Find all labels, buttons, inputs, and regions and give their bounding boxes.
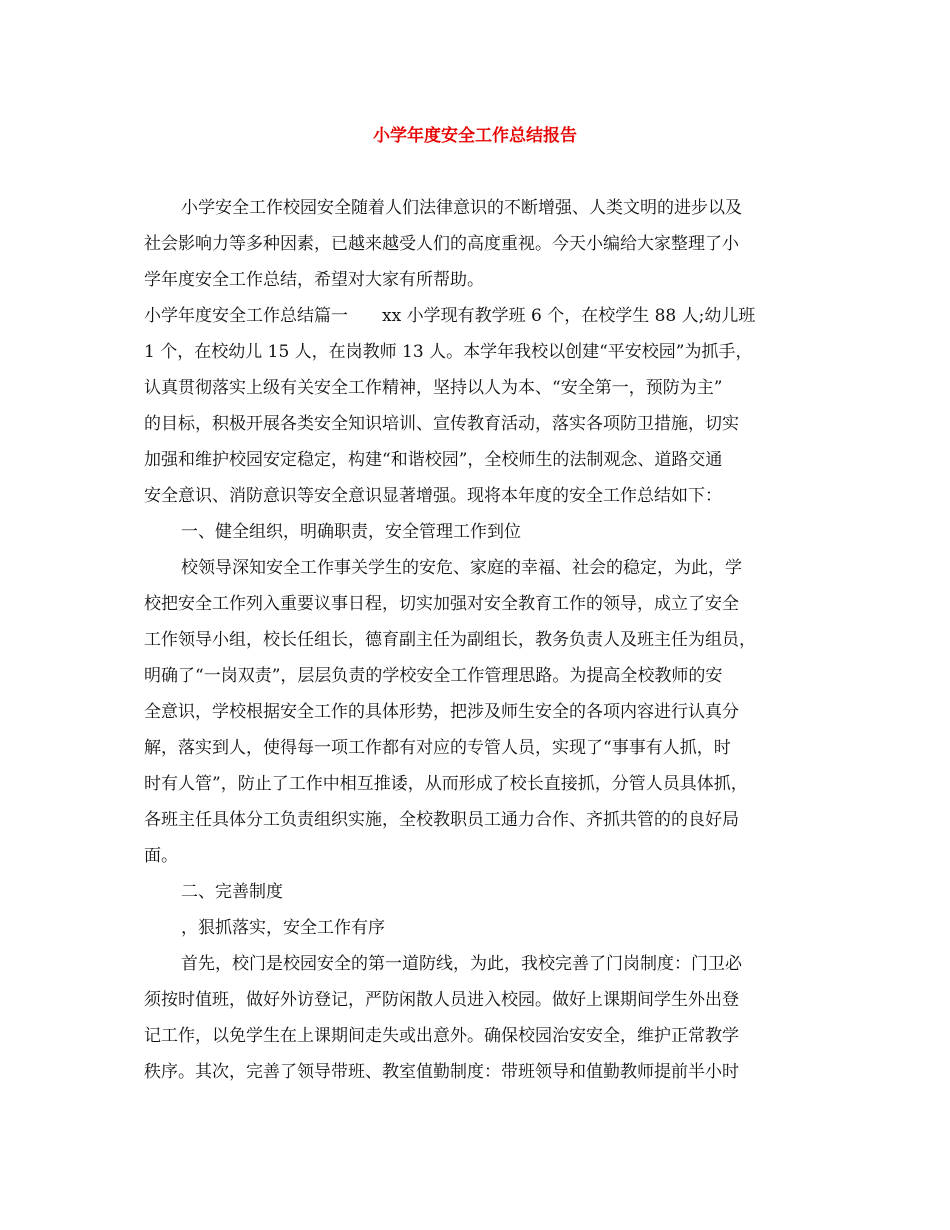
paragraph-line: 学年度安全工作总结，希望对大家有所帮助。 [144, 270, 484, 290]
paragraph-line: 的目标，积极开展各类安全知识培训、宣传教育活动，落实各项防卫措施，切实 [144, 414, 739, 434]
section-heading: 一、健全组织，明确职责，安全管理工作到位 [181, 522, 521, 542]
paragraph-line: 小学安全工作校园安全随着人们法律意识的不断增强、人类文明的进步以及 [181, 198, 742, 218]
paragraph-line: 须按时值班，做好外访登记，严防闲散人员进入校园。做好上课期间学生外出登 [144, 990, 739, 1010]
paragraph-line: 各班主任具体分工负责组织实施，全校教职员工通力合作、齐抓共管的的良好局 [144, 810, 739, 830]
section-heading-continued: ，狠抓落实，安全工作有序 [181, 918, 385, 938]
document-title: 小学年度安全工作总结报告 [373, 126, 577, 146]
paragraph-line: 全意识，学校根据安全工作的具体形势，把涉及师生安全的各项内容进行认真分 [144, 702, 739, 722]
paragraph-line: 小学年度安全工作总结篇一 xx 小学现有教学班 6 个，在校学生 88 人;幼儿班 [144, 306, 756, 326]
paragraph-line: 秩序。其次，完善了领导带班、教室值勤制度：带班领导和值勤教师提前半小时 [144, 1062, 739, 1082]
paragraph-line: 首先，校门是校园安全的第一道防线，为此，我校完善了门岗制度：门卫必 [181, 954, 742, 974]
paragraph-line: 认真贯彻落实上级有关安全工作精神，坚持以人为本、“安全第一，预防为主” [144, 378, 723, 398]
paragraph-line: 社会影响力等多种因素，已越来越受人们的高度重视。今天小编给大家整理了小 [144, 234, 739, 254]
paragraph-line: 记工作，以免学生在上课期间走失或出意外。确保校园治安安全，维护正常教学 [144, 1026, 739, 1046]
paragraph-line: 时有人管”，防止了工作中相互推诿，从而形成了校长直接抓，分管人员具体抓， [144, 774, 748, 794]
paragraph-line: 安全意识、消防意识等安全意识显著增强。现将本年度的安全工作总结如下： [144, 486, 722, 506]
paragraph-line: 解，落实到人，使得每一项工作都有对应的专管人员，实现了“事事有人抓，时 [144, 738, 731, 758]
paragraph-line: 面。 [144, 846, 178, 866]
paragraph-line: 明确了“一岗双责”，层层负责的学校安全工作管理思路。为提高全校教师的安 [144, 666, 723, 686]
paragraph-line: 校领导深知安全工作事关学生的安危、家庭的幸福、社会的稳定，为此，学 [181, 558, 742, 578]
paragraph-line: 加强和维护校园安定稳定，构建“和谐校园”，全校师生的法制观念、道路交通 [144, 450, 723, 470]
paragraph-line: 校把安全工作列入重要议事日程，切实加强对安全教育工作的领导，成立了安全 [144, 594, 739, 614]
section-heading: 二、完善制度 [181, 882, 283, 902]
paragraph-line: 工作领导小组，校长任组长，德育副主任为副组长，教务负责人及班主任为组员， [144, 630, 756, 650]
paragraph-line: 1 个，在校幼儿 15 人，在岗教师 13 人。本学年我校以创建“平安校园”为抓手， [144, 342, 753, 362]
